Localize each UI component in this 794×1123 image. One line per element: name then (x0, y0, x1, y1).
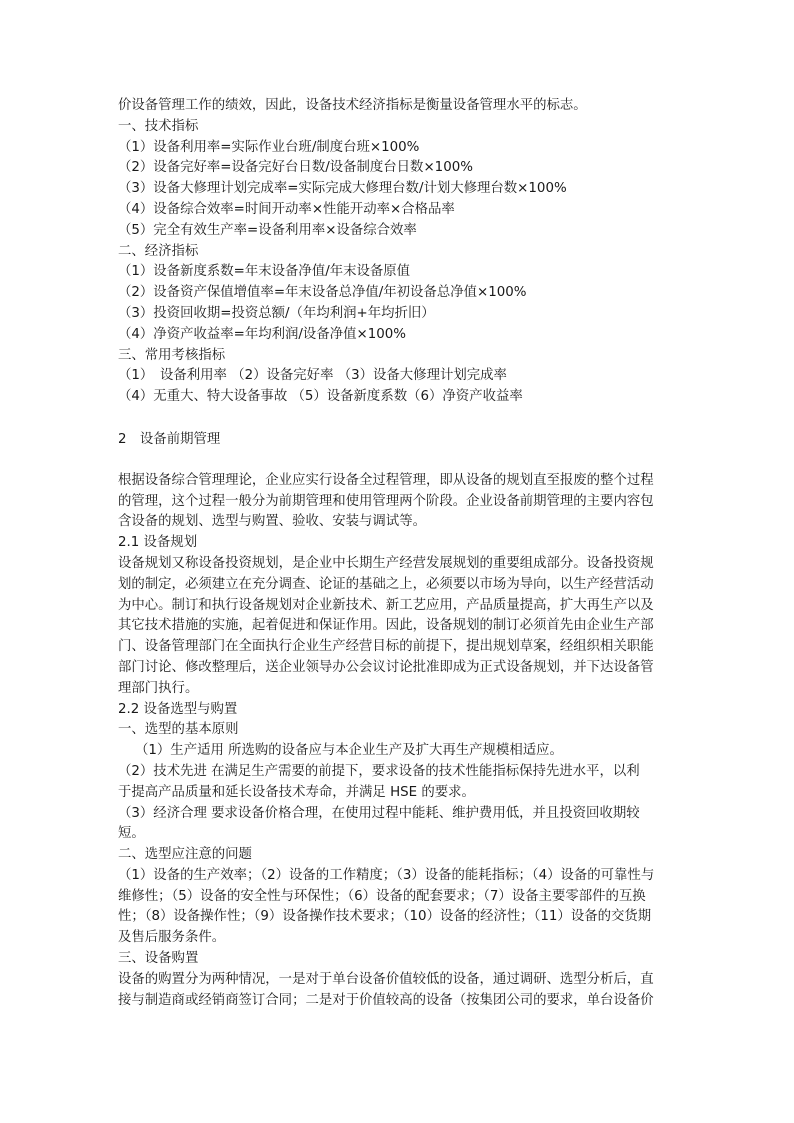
purchase-heading: 三、设备购置 (118, 951, 199, 967)
purchase-line: 设备的购置分为两种情况，一是对于单台设备价值较低的设备，通过调研、选型分析后，直 (118, 971, 654, 987)
common-indicators-heading: 三、常用考核指标 (118, 347, 226, 363)
tech-item: （3）设备大修理计划完成率=实际完成大修理台数/计划大修理台数×100% (118, 181, 567, 197)
subsection-2-2-title: 2.2 设备选型与购置 (118, 701, 238, 717)
tech-item: （4）设备综合效率=时间开动率×性能开动率×合格品率 (118, 201, 455, 217)
subsection-2-1-line: 其它技术措施的实施，起着促进和保证作用。因此，设备规划的制订必须首先由企业生产部 (118, 618, 654, 634)
section-2-title: 2 设备前期管理 (118, 431, 221, 447)
document-page (118, 96, 678, 1011)
econ-item: （2）设备资产保值增值率=年末设备总净值/年初设备总净值×100% (118, 285, 527, 301)
basic-principle-line: 短。 (118, 826, 145, 842)
basic-principle-line: （2）技术先进 在满足生产需要的前提下，要求设备的技术性能指标保持先进水平，以利 (118, 763, 640, 779)
intro-line: 价设备管理工作的绩效，因此，设备技术经济指标是衡量设备管理水平的标志。 (118, 98, 587, 113)
econ-item: （1）设备新度系数=年末设备净值/年末设备原值 (118, 264, 411, 280)
subsection-2-1-line: 设备规划又称设备投资规划，是企业中长期生产经营发展规划的重要组成部分。设备投资规 (118, 555, 654, 571)
section-2-paragraph-line: 的管理，这个过程一般分为前期管理和使用管理两个阶段。企业设备前期管理的主要内容包 (118, 493, 654, 509)
subsection-2-1-line: 部门讨论、修改整理后，送企业领导办公会议讨论批准即成为正式设备规划，并下达设备管 (118, 659, 654, 675)
basic-principle-line: 于提高产品质量和延长设备技术寿命，并满足 HSE 的要求。 (118, 784, 475, 800)
subsection-2-1-line: 划的制定，必须建立在充分调查、论证的基础之上，必须要以市场为导向，以生产经营活动 (118, 576, 654, 592)
selection-issue-line: 维修性；（5）设备的安全性与环保性；（6）设备的配套要求；（7）设备主要零部件的互换 (118, 888, 646, 904)
econ-indicators-heading: 二、经济指标 (118, 243, 199, 259)
purchase-line: 接与制造商或经销商签订合同；二是对于价值较高的设备（按集团公司的要求，单台设备价 (118, 992, 654, 1008)
subsection-2-1-line: 门、设备管理部门在全面执行企业生产经营目标的前提下，提出规划草案，经组织相关职能 (118, 639, 654, 655)
selection-issue-line: 性；（8）设备操作性；（9）设备操作技术要求；（10）设备的经济性；（11）设备的交货期 (118, 909, 652, 925)
subsection-2-1-line: 为中心。制订和执行设备规划对企业新技术、新工艺应用，产品质量提高，扩大再生产以及 (118, 597, 654, 613)
basic-principles-heading: 一、选型的基本原则 (118, 722, 239, 738)
subsection-2-1-line: 理部门执行。 (118, 680, 199, 696)
selection-issues-heading: 二、选型应注意的问题 (118, 847, 252, 863)
basic-principle-line: （3）经济合理 要求设备价格合理，在使用过程中能耗、维护费用低，并且投资回收期较 (118, 805, 640, 821)
tech-indicators-heading: 一、技术指标 (118, 118, 199, 134)
section-2-paragraph-line: 含设备的规划、选型与购置、验收、安装与调试等。 (118, 514, 426, 530)
selection-issue-line: （1）设备的生产效率；（2）设备的工作精度；（3）设备的能耗指标；（4）设备的可靠性与 (118, 867, 655, 883)
section-2-paragraph-line: 根据设备综合管理理论，企业应实行设备全过程管理，即从设备的规划直至报废的整个过程 (118, 472, 654, 488)
common-item: （4）无重大、特大设备事故 （5）设备新度系数（6）净资产收益率 (118, 389, 523, 405)
econ-item: （3）投资回收期=投资总额/（年均利润+年均折旧） (118, 305, 435, 321)
tech-item: （2）设备完好率=设备完好台日数/设备制度台日数×100% (118, 160, 473, 176)
econ-item: （4）净资产收益率=年均利润/设备净值×100% (118, 326, 407, 342)
subsection-2-1-title: 2.1 设备规划 (118, 535, 198, 551)
spacer (118, 408, 678, 428)
common-item: （1） 设备利用率 （2）设备完好率 （3）设备大修理计划完成率 (118, 368, 507, 384)
tech-item: （1）设备利用率=实际作业台班/制度台班×100% (118, 139, 420, 155)
tech-item: （5）完全有效生产率=设备利用率×设备综合效率 (118, 222, 417, 238)
selection-issue-line: 及售后服务条件。 (118, 930, 226, 946)
spacer (118, 451, 678, 471)
basic-principle-line: （1）生产适用 所选购的设备应与本企业生产及扩大再生产规模相适应。 (135, 743, 563, 759)
